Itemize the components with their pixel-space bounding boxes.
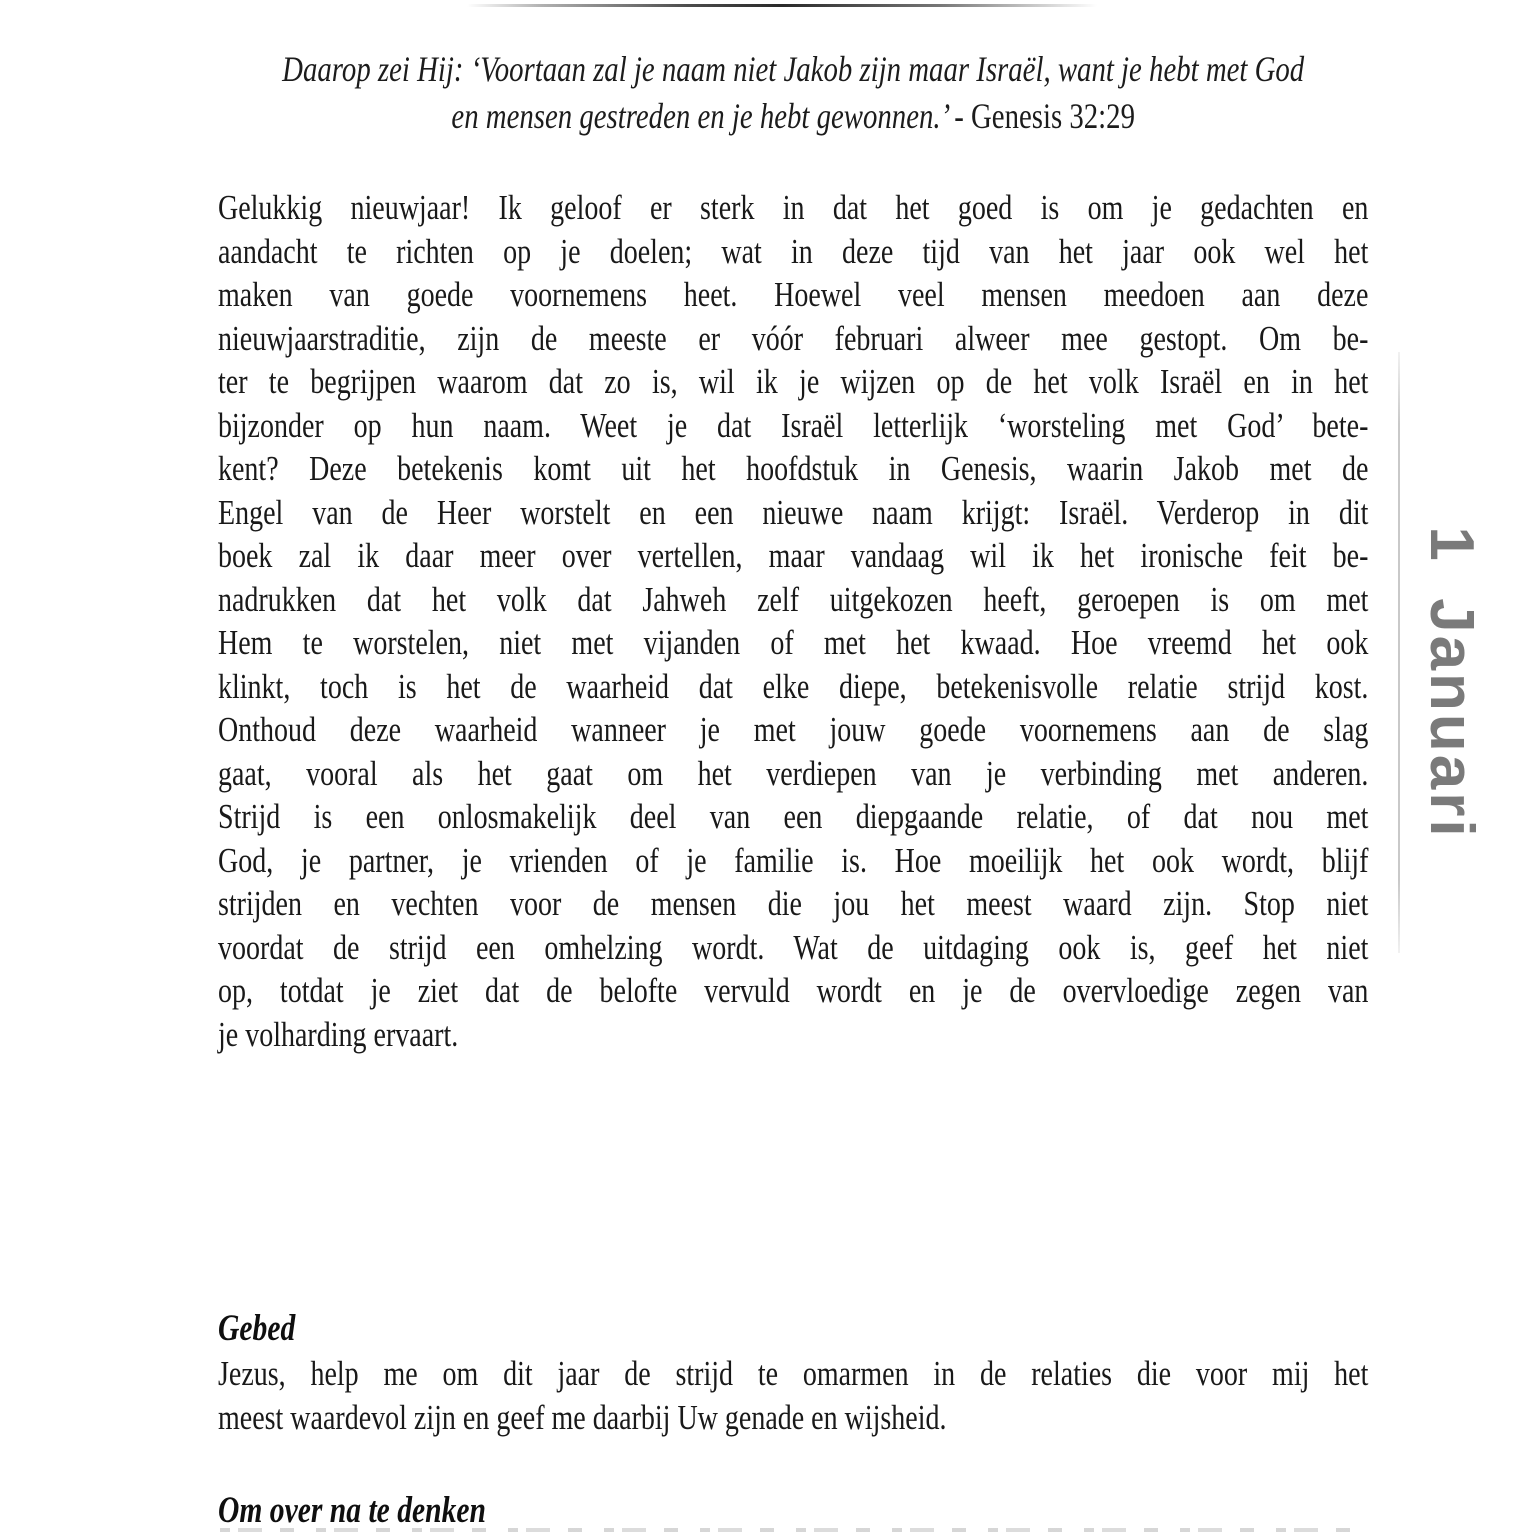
body-text-line: Strijd is een onlosmakelijk deel van een diepgaande relatie, of dat nou met	[218, 797, 1369, 836]
bible-verse	[218, 46, 1368, 140]
body-text-line: kent? Deze betekenis komt uit het hoofdstuk in Genesis, waarin Jakob met de	[218, 449, 1369, 488]
body-text-line: aandacht te richten op je doelen; wat in deze tijd van het jaar ook wel het	[218, 231, 1369, 271]
body-text-line: Gelukkig nieuwjaar! Ik geloof er sterk in dat het goed is om je gedachten en	[218, 188, 1369, 227]
prayer-text-line: meest waardevol zijn en geef me daarbij Uw genade en wijsheid.	[218, 1397, 947, 1437]
body-text-line: Hem te worstelen, niet met vijanden of met het kwaad. Hoe vreemd het ook	[218, 623, 1369, 662]
page-scan-artifact-line	[467, 4, 1097, 7]
verse-reference: Genesis 32:29	[970, 96, 1135, 136]
prayer-text-line: Jezus, help me om dit jaar de strijd te omarmen in de relaties die voor mij het	[218, 1354, 1369, 1393]
reflection-heading: Om over na te denken	[218, 1490, 487, 1531]
body-text-line: klinkt, toch is het de waarheid dat elke diepe, betekenisvolle relatie strijd kost.	[218, 666, 1369, 706]
body-text-line: boek zal ik daar meer over vertellen, maar vandaag wil ik het ironische feit be-	[218, 536, 1369, 575]
body-text-line: God, je partner, je vrienden of je familie is. Hoe moeilijk het ook wordt, blijf	[218, 840, 1369, 880]
verse-quote-text: en mensen gestreden en je hebt gewonnen.’ -	[451, 96, 971, 136]
sidebar-divider-line	[1398, 352, 1400, 953]
body-text-line: voordat de strijd een omhelzing wordt. Wat de uitdaging ook is, geef het niet	[218, 927, 1369, 967]
clipped-text-line	[220, 1528, 1368, 1532]
body-text-line: je volharding ervaart.	[218, 1014, 459, 1054]
body-text-line: strijden en vechten voor de mensen die jou het meest waard zijn. Stop niet	[218, 884, 1369, 923]
prayer-heading: Gebed	[218, 1308, 296, 1349]
body-text-line: nadrukken dat het volk dat Jahweh zelf uitgekozen heeft, geroepen is om met	[218, 579, 1369, 619]
body-text-line: nieuwjaarstraditie, zijn de meeste er vóór februari alweer mee gestopt. Om be-	[218, 318, 1369, 358]
body-text-line: bijzonder op hun naam. Weet je dat Israël letterlijk ‘worsteling met God’ bete-	[218, 405, 1369, 445]
body-text-line: maken van goede voornemens heet. Hoewel veel mensen meedoen aan deze	[218, 275, 1369, 314]
date-tab-label: 1 Januari	[1417, 526, 1487, 840]
verse-line-with-reference	[218, 93, 1368, 140]
body-text-line: Engel van de Heer worstelt en een nieuwe naam krijgt: Israël. Verderop in dit	[218, 492, 1369, 532]
devotional-body-text	[218, 186, 1368, 1056]
body-text-line: ter te begrijpen waarom dat zo is, wil ik je wijzen op de het volk Israël en in het	[218, 362, 1369, 401]
body-text-line: Onthoud deze waarheid wanneer je met jouw goede voornemens aan de slag	[218, 710, 1369, 749]
body-text-line: op, totdat je ziet dat de belofte vervuld wordt en je de overvloedige zegen van	[218, 971, 1369, 1010]
verse-line: Daarop zei Hij: ‘Voortaan zal je naam niet Jakob zijn maar Israël, want je hebt met God	[282, 49, 1305, 89]
prayer-section	[218, 1306, 1368, 1439]
body-text-line: gaat, vooral als het gaat om het verdiepen van je verbinding met anderen.	[218, 753, 1369, 793]
